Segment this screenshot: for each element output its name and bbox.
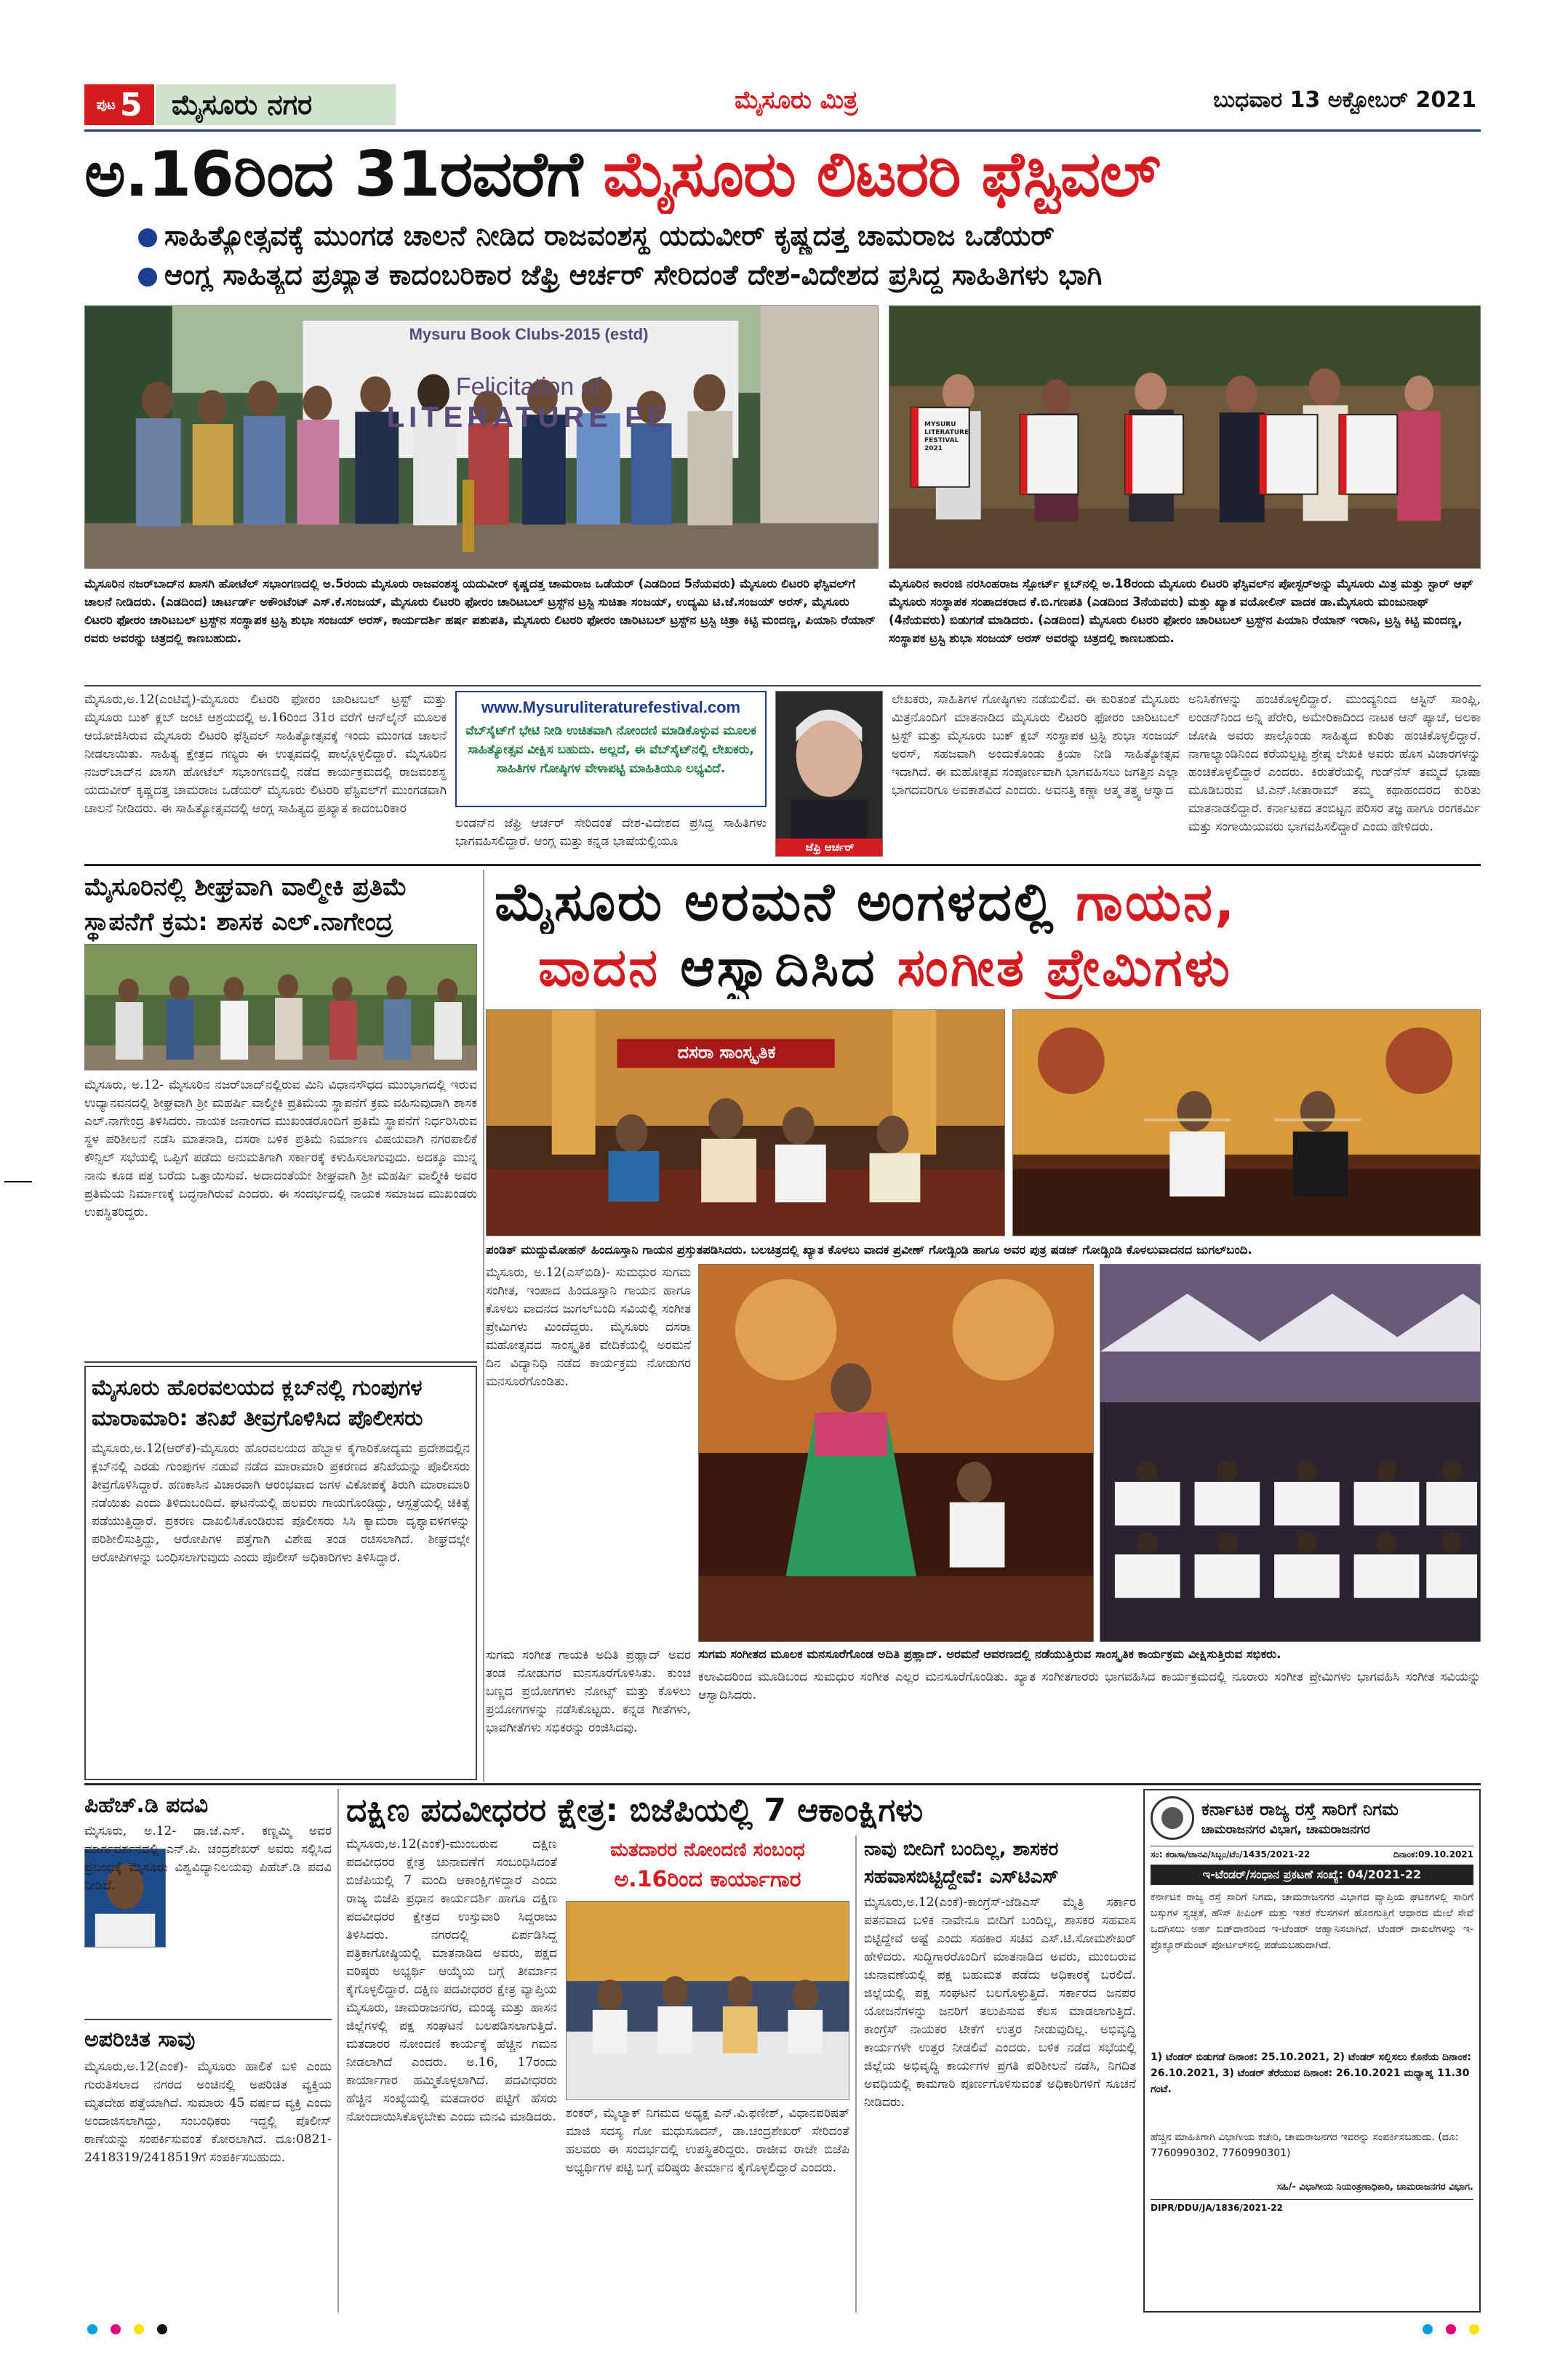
- website-note: ವೆಬ್‌ಸೈಟ್‌ಗೆ ಭೇಟಿ ನೀಡಿ ಉಚಿತವಾಗಿ ನೋಂದಣಿ ಮಾಡಿಕೊಳ್ಳುವ ಮೂಲಕ ಸಾಹಿತ್ಯೋತ್ಸವ ವೀಕ್ಷಿಸ ಬಹುದು. ಅಲ್ಲದೆ, ಈ ವೆಬ್‌ಸೈಟ್‌ನಲ್ಲಿ ಲೇಖಕರು, ಸಾಹಿತಿಗಳ ಗೋಷ್ಠಿಗಳ ವೇಳಾಪಟ್ಟಿ ಮಾಹಿತಿಯೂ ಲಭ್ಯವಿದೆ.: [465, 724, 756, 776]
- lead-headline: [84, 135, 1481, 214]
- tender-signature: ಸಹಿ/- ವಿಭಾಗೀಯ ನಿಯಂತ್ರಣಾಧಿಕಾರಿ, ಚಾಮರಾಜನಗರ ವಿಭಾಗ.: [1276, 2182, 1473, 2193]
- lead-caption-1: ಮೈಸೂರಿನ ನಜರ್‌ಬಾದ್‌ನ ಖಾಸಗಿ ಹೋಟೆಲ್ ಸಭಾಂಗಣದಲ್ಲಿ ಅ.5ರಂದು ಮೈಸೂರು ರಾಜವಂಶಸ್ಥ ಯದುವೀರ್ ಕೃಷ್ಣದತ್ತ ಚಾಮರಾಜ ಒಡೆಯರ್ (ಎಡದಿಂದ 5ನೆಯವರು) ಮೈಸೂರು ಲಿಟರರಿ ಫೆಸ್ಟಿವಲ್‌ಗೆ ಚಾಲನೆ ನೀಡಿದರು. (ಎಡದಿಂದ) ಚಾರ್ಟರ್ಡ್ ಅಕೌಂಟೆಂಟ್ ಎಸ್.ಕೆ.ಸಂಜಯ್, ಮೈಸೂರು ಲಿಟರರಿ ಫೋರಂ ಚಾರಿಟಬಲ್ ಟ್ರಸ್ಟ್‌ನ ಟ್ರಸ್ಟಿ ಸುಚಿತಾ ಸಂಜಯ್, ಉದ್ಯಮಿ ಟಿ.ಜೆ.ಸಂಜಯ್ ಅರಸ್, ಮೈಸೂರು ಲಿಟರರಿ ಫೋರಂ ಚಾರಿಟಬಲ್ ಟ್ರಸ್ಟ್‌ನ ಸಂಸ್ಥಾಪಕ ಟ್ರಸ್ಟಿ ಶುಭಾ ಸಂಜಯ್ ಅರಸ್, ಕಾರ್ಯದರ್ಶಿ ಹರ್ಷ ಪಶುಪತಿ, ಮೈಸೂರು ಲಿಟರರಿ ಫೋರಂ ಚಾರಿಟಬಲ್ ಟ್ರಸ್ಟ್‌ನ ಟ್ರಸ್ಟಿ ಚಿತ್ರಾ ಕಿಟ್ಟಿ ಮಂದಣ್ಣ, ಪಿಯಾನಿ ರೆಯಾನ್ ರವರು ಅವರನ್ನು ಚಿತ್ರದಲ್ಲಿ ಕಾಣಬಹುದು.: [84, 577, 876, 645]
- gundu-headline: ಮೈಸೂರು ಹೊರವಲಯದ ಕ್ಲಬ್‌ನಲ್ಲಿ ಗುಂಪುಗಳ ಮಾರಾಮಾರಿ: ತನಿಖೆ ತೀವ್ರಗೊಳಿಸಿದ ಪೊಲೀಸರು: [92, 1375, 423, 1431]
- music-photo-vocal: [486, 1009, 1005, 1236]
- music-body-a: ಮೈಸೂರು, ಅ.12(ಎಸ್‌ಬಿಡಿ)- ಸುಮಧುರ ಸುಗಮ ಸಂಗೀತ, ಇಂಪಾದ ಹಿಂದೂಸ್ತಾನಿ ಗಾಯನ ಹಾಗೂ ಕೊಳಲು ವಾದನದ ಜುಗಲ್‌ಬಂದಿ ಸವಿಯಲ್ಲಿ ಸಂಗೀತ ಪ್ರೇಮಿಗಳು ಮಿಂದೆದ್ದರು. ಮೈಸೂರು ದಸರಾ ಮಹೋತ್ಸವದ ಸಾಂಸ್ಕೃತಿಕ ವೇದಿಕೆಯಲ್ಲಿ ಅರಮನೆ ದಿನ ವಿದ್ಯಾನಿಧಿ ನಡೆದ ಕಾರ್ಯಕ್ರಮ ನೋಡುಗರ ಮನಸೂರೆಗೊಂಡಿತು.: [486, 1265, 691, 1389]
- music-headline-2-black: ಆಸ್ವಾದಿಸಿದ: [680, 937, 877, 998]
- margin-mark: [4, 1181, 32, 1182]
- gundu-body: ಮೈಸೂರು,ಅ.12(ಆರ್‌ಕೆ)-ಮೈಸೂರು ಹೊರವಲಯದ ಹೆಬ್ಬಾಳ ಕೈಗಾರಿಕೋದ್ಯಮ ಪ್ರದೇಶದಲ್ಲಿನ ಕ್ಲಬ್‌ನಲ್ಲಿ ಎರಡು ಗುಂಪುಗಳ ನಡುವೆ ನಡೆದ ಮಾರಾಮಾರಿ ಪ್ರಕರಣದ ತನಿಖೆಯನ್ನು ಪೊಲೀಸರು ತೀವ್ರಗೊಳಿಸಿದ್ದಾರೆ. ಹಣಕಾಸಿನ ವಿಚಾರವಾಗಿ ಆರಂಭವಾದ ಜಗಳ ವಿಕೋಪಕ್ಕೆ ತಿರುಗಿ ಮಾರಾಮಾರಿ ನಡೆಯಿತು ಎಂದು ತಿಳಿದುಬಂದಿದೆ. ಘಟನೆಯಲ್ಲಿ ಹಲವರು ಗಾಯಗೊಂಡಿದ್ದು, ಆಸ್ಪತ್ರೆಯಲ್ಲಿ ಚಿಕಿತ್ಸೆ ಪಡೆಯುತ್ತಿದ್ದಾರೆ. ಪ್ರಕರಣ ದಾಖಲಿಸಿಕೊಂಡಿರುವ ಪೊಲೀಸರು ಸಿಸಿ ಕ್ಯಾಮರಾ ದೃಶ್ಯಾವಳಿಗಳನ್ನು ಪರಿಶೀಲಿಸುತ್ತಿದ್ದು, ಆರೋಪಿಗಳ ಪತ್ತೆಗಾಗಿ ವಿಶೇಷ ತಂಡ ರಚಿಸಲಾಗಿದೆ. ಶೀಘ್ರದಲ್ಲೇ ಆರೋಪಿಗಳನ್ನು ಬಂಧಿಸಲಾಗುವುದು ಎಂದು ಪೊಲೀಸ್ ಅಧಿಕಾರಿಗಳು ತಿಳಿಸಿದ್ದಾರೆ.: [92, 1441, 470, 1565]
- graduates-body: ಮೈಸೂರು,ಅ.12(ಎಂಕೆ)-ಮುಂಬರುವ ದಕ್ಷಿಣ ಪದವೀಧರರ ಕ್ಷೇತ್ರ ಚುನಾವಣೆಗೆ ಸಂಬಂಧಿಸಿದಂತೆ ಬಿಜೆಪಿಯಲ್ಲಿ 7 ಮಂದಿ ಆಕಾಂಕ್ಷಿಗಳಿದ್ದಾರೆ ಎಂದು ರಾಜ್ಯ ಬಿಜೆಪಿ ಪ್ರಧಾನ ಕಾರ್ಯದರ್ಶಿ ಹಾಗೂ ದಕ್ಷಿಣ ಪದವೀಧರರ ಕ್ಷೇತ್ರದ ಉಸ್ತುವಾರಿ ಸಿದ್ದರಾಜು ತಿಳಿಸಿದರು. ನಗರದಲ್ಲಿ ಏರ್ಪಡಿಸಿದ್ದ ಪತ್ರಿಕಾಗೋಷ್ಠಿಯಲ್ಲಿ ಮಾತನಾಡಿದ ಅವರು, ಪಕ್ಷದ ವರಿಷ್ಠರು ಅಭ್ಯರ್ಥಿ ಆಯ್ಕೆಯ ಬಗ್ಗೆ ತೀರ್ಮಾನ ಕೈಗೊಳ್ಳಲಿದ್ದಾರೆ. ದಕ್ಷಿಣ ಪದವೀಧರರ ಕ್ಷೇತ್ರ ವ್ಯಾಪ್ತಿಯ ಮೈಸೂರು, ಚಾಮರಾಜನಗರ, ಮಂಡ್ಯ ಮತ್ತು ಹಾಸನ ಜಿಲ್ಲೆಗಳಲ್ಲಿ ಪಕ್ಷ ಸಂಘಟನೆ ಬಲಪಡಿಸಲಾಗುತ್ತಿದೆ. ಮತದಾರರ ನೋಂದಣಿ ಕಾರ್ಯಕ್ಕೆ ಹೆಚ್ಚಿನ ಗಮನ ನೀಡಲಾಗಿದೆ ಎಂದರು. ಅ.16, 17ರಂದು ಕಾರ್ಯಾಗಾರ ಹಮ್ಮಿಕೊಳ್ಳಲಾಗಿದೆ. ಪದವೀಧರರು ಹೆಚ್ಚಿನ ಸಂಖ್ಯೆಯಲ್ಲಿ ಮತದಾರರ ಪಟ್ಟಿಗೆ ಹೆಸರು ನೋಂದಾಯಿಸಿಕೊಳ್ಳಬೇಕು ಎಂದು ಮನವಿ ಮಾಡಿದರು.: [346, 1837, 557, 2124]
- phd-rule: [84, 2019, 332, 2020]
- valmiki-rule: [84, 1361, 477, 1363]
- page-number: 5: [119, 86, 143, 124]
- music-caption-top: ಪಂಡಿತ್ ಮುದ್ದುಮೋಹನ್ ಹಿಂದೂಸ್ತಾನಿ ಗಾಯನ ಪ್ರಸ್ತುತಪಡಿಸಿದರು. ಬಲಚಿತ್ರದಲ್ಲಿ ಖ್ಯಾತ ಕೊಳಲು ವಾದಕ ಪ್ರವೀಣ್ ಗೋಡ್ಖಿಂಡಿ ಹಾಗೂ ಅವರ ಪುತ್ರ ಷಡಜ್ ಗೋಡ್ಖಿಂಡಿ ಕೊಳಲುವಾದನದ ಜುಗಲ್‌ಬಂದಿ.: [486, 1243, 1252, 1257]
- section-title: [156, 84, 396, 125]
- lead-photo-poster: [889, 305, 1481, 569]
- music-headline-2: [538, 935, 1481, 999]
- lead-bottom-rule: [84, 864, 1481, 866]
- bullet-icon: [138, 268, 157, 287]
- music-headline-2-red-a: ವಾದನ: [538, 937, 660, 998]
- lead-body-col2: ಲಂಡನ್‌ನ ಜೆಫ್ರಿ ಆರ್ಚರ್ ಸೇರಿದಂತೆ ದೇಶ-ವಿದೇಶದ ಪ್ರಸಿದ್ಧ ಸಾಹಿತಿಗಳು ಭಾಗವಹಿಸಲಿದ್ದಾರೆ. ಆಂಗ್ಲ ಮತ್ತು ಕನ್ನಡ ಭಾಷೆಯಲ್ಲಿಯೂ: [455, 816, 767, 849]
- page-tag: [84, 84, 154, 125]
- lead-headline-red: ಮೈಸೂರು ಲಿಟರರಿ ಫೆಸ್ಟಿವಲ್: [603, 138, 1160, 211]
- music-bottom-rule: [84, 1783, 1481, 1785]
- jds-headline-1: ನಾವು ಬೀದಿಗೆ ಬಂದಿಲ್ಲ, ಶಾಸಕರ: [864, 1838, 1059, 1860]
- jds-headline: [864, 1835, 1136, 1891]
- graduates-col2: ಶಂಕರ್, ಮೈಲ್ಯಾಕ್ ನಿಗಮದ ಅಧ್ಯಕ್ಷ ಎನ್.ವಿ.ಫಣೀಶ್, ವಿಧಾನಪರಿಷತ್ ಮಾಜಿ ಸದಸ್ಯ ಗೋ ಮಧುಸೂದನ್, ಡಾ.ಚಂದ್ರಶೇಖರ್ ಸೇರಿದಂತೆ ಹಲವರು ಈ ಸಂದರ್ಭದಲ್ಲಿ ಉಪಸ್ಥಿತರಿದ್ದರು. ರಾಜೀವ ರಾಜೇ ಬಿಜೆಪಿ ಅಭ್ಯರ್ಥಿಗಳ ಪಟ್ಟಿ ಬಗ್ಗೆ ವರಿಷ್ಠರು ತೀರ್ಮಾನ ಕೈಗೊಳ್ಳಲಿದ್ದಾರೆ ಎಂದರು.: [566, 2106, 849, 2175]
- music-body-b: ಸುಗಮ ಸಂಗೀತ ಗಾಯಕಿ ಅದಿತಿ ಪ್ರಹ್ಲಾದ್ ಅವರ ತಂಡ ನೋಡುಗರ ಮನಸೂರೆಗೊಳಿಸಿತು. ಕುಂಚ ಬಣ್ಣದ ಪ್ರಯೋಗಗಳು ನೋಟ್ಸ್ ಮತ್ತು ಕೊಳಲು ಪ್ರಯೋಗಗಳನ್ನು ನಡೆಸಿಕೊಟ್ಟರು. ಕನ್ನಡ ಗೀತೆಗಳು, ಭಾವಗೀತೆಗಳು ಸಭಿಕರನ್ನು ರಂಜಿಸಿದವು.: [486, 1648, 691, 1735]
- tender-org-1: ಕರ್ನಾಟಕ ರಾಜ್ಯ ರಸ್ತೆ ಸಾರಿಗೆ ನಿಗಮ: [1201, 1799, 1399, 1819]
- ksrtc-emblem-icon: [1151, 1796, 1194, 1840]
- lead-caption-2: ಮೈಸೂರಿನ ಕಾರಂಜಿ ನರಸಿಂಹರಾಜ ಸ್ಪೋರ್ಟ್ ಕ್ಲಬ್‌ನಲ್ಲಿ ಅ.18ರಂದು ಮೈಸೂರು ಲಿಟರರಿ ಫೆಸ್ಟಿವಲ್‌ನ ಪೋಸ್ಟರ್‌ಅನ್ನು ಮೈಸೂರು ಮಿತ್ರ ಮತ್ತು ಸ್ಟಾರ್ ಆಫ್ ಮೈಸೂರು ಸಂಸ್ಥಾಪಕ ಸಂಪಾದಕರಾದ ಕೆ.ಬಿ.ಗಣಪತಿ (ಎಡದಿಂದ 3ನೆಯವರು) ಮತ್ತು ಖ್ಯಾತ ವಯೋಲಿನ್ ವಾದಕ ಡಾ.ಮೈಸೂರು ಮಂಜುನಾಥ್ (4ನೆಯವರು) ಬಿಡುಗಡೆ ಮಾಡಿದರು. (ಎಡದಿಂದ) ಮೈಸೂರು ಲಿಟರರಿ ಫೋರಂ ಚಾರಿಟಬಲ್ ಟ್ರಸ್ಟ್‌ನ ಪಿಯಾನಿ ರೆಯಾನ್ ಇರಾನಿ, ಟ್ರಸ್ಟಿ ಕಿಟ್ಟಿ ಮಂದಣ್ಣ, ಸಂಸ್ಥಾಪಕ ಟ್ರಸ್ಟಿ ಶುಭಾ ಸಂಜಯ್ ಅರಸ್ ಅವರನ್ನು ಚಿತ್ರದಲ್ಲಿ ಕಾಣಬಹುದು.: [889, 577, 1473, 645]
- music-photo-audience: [1100, 1264, 1481, 1642]
- lead-subhead-2-text: ಆಂಗ್ಲ ಸಾಹಿತ್ಯದ ಪ್ರಖ್ಯಾತ ಕಾದಂಬರಿಕಾರ ಜೆಫ್ರಿ ಆರ್ಚರ್ ಸೇರಿದಂತೆ ದೇಶ-ವಿದೇಶದ ಪ್ರಸಿದ್ಧ ಸಾಹಿತಿಗಳು ಭಾಗಿ: [164, 259, 1103, 291]
- photo1-banner-line3: LITERATURE FE: [386, 401, 671, 433]
- jds-body: ಮೈಸೂರು,ಅ.12(ಎಂಕೆ)-ಕಾಂಗ್ರೆಸ್-ಜೆಡಿಎಸ್ ಮೈತ್ರಿ ಸರ್ಕಾರ ಪತನವಾದ ಬಳಿಕ ನಾವೇನೂ ಬೀದಿಗೆ ಬಂದಿಲ್ಲ, ಶಾಸಕರ ಸಹವಾಸ ಬಿಟ್ಟಿದ್ದೇವೆ ಅಷ್ಟೆ ಎಂದು ಸಹಕಾರ ಸಚಿವ ಎಸ್.ಟಿ.ಸೋಮಶೇಖರ್ ಹೇಳಿದರು. ಸುದ್ದಿಗಾರರೊಂದಿಗೆ ಮಾತನಾಡಿದ ಅವರು, ಮುಂಬರುವ ಚುನಾವಣೆಯಲ್ಲಿ ಪಕ್ಷ ಬಹುಮತ ಪಡೆದು ಅಧಿಕಾರಕ್ಕೆ ಬರಲಿದೆ. ಜಿಲ್ಲೆಯಲ್ಲಿ ಪಕ್ಷ ಸಂಘಟನೆ ಬಲಗೊಳ್ಳುತ್ತಿದೆ. ಸರ್ಕಾರದ ಜನಪರ ಯೋಜನೆಗಳನ್ನು ಜನರಿಗೆ ತಲುಪಿಸುವ ಕೆಲಸ ಮಾಡಲಾಗುತ್ತಿದೆ. ಕಾಂಗ್ರೆಸ್ ನಾಯಕರ ಟೀಕೆಗೆ ಉತ್ತರ ನೀಡುವುದಿಲ್ಲ. ಅಭಿವೃದ್ಧಿ ಕಾರ್ಯಗಳೇ ಉತ್ತರ ನೀಡಲಿವೆ ಎಂದರು. ಬಳಿಕ ನಡೆದ ಸಭೆಯಲ್ಲಿ ಜಿಲ್ಲೆಯ ಅಭಿವೃದ್ಧಿ ಕಾರ್ಯಗಳ ಪ್ರಗತಿ ಪರಿಶೀಲನೆ ನಡೆಸಿ, ನಿಗದಿತ ಅವಧಿಯಲ್ಲಿ ಕಾಮಗಾರಿ ಪೂರ್ಣಗೊಳಿಸುವಂತೆ ಅಧಿಕಾರಿಗಳಿಗೆ ಸೂಚನೆ ನೀಡಿದರು.: [864, 1895, 1136, 2110]
- music-caption-bottom: ಸುಗಮ ಸಂಗೀತದ ಮೂಲಕ ಮನಸೂರೆಗೊಂಡ ಅದಿತಿ ಪ್ರಹ್ಲಾದ್. ಅರಮನೆ ಆವರಣದಲ್ಲಿ ನಡೆಯುತ್ತಿರುವ ಸಾಂಸ್ಕೃತಿಕ ಕಾರ್ಯಕ್ರಮ ವೀಕ್ಷಿಸುತ್ತಿರುವ ಸಭಿಕರು.: [698, 1647, 1281, 1661]
- graduates-headline: ದಕ್ಷಿಣ ಪದವೀಧರರ ಕ್ಷೇತ್ರ: ಬಿಜೆಪಿಯಲ್ಲಿ 7 ಆಕಾಂಕ್ಷಿಗಳು: [346, 1792, 924, 1829]
- gundu-box: [84, 1366, 477, 1780]
- tender-dipr: DIPR/DDU/JA/1836/2021-22: [1151, 2199, 1473, 2213]
- stage-banner: ದಸರಾ ಸಾಂಸ್ಕೃತಿಕ: [677, 1042, 776, 1062]
- header-rule: [84, 129, 1481, 132]
- lead-subhead-1: [138, 217, 1484, 255]
- valmiki-body: ಮೈಸೂರು, ಅ.12- ಮೈಸೂರಿನ ನಜರ್‌ಬಾದ್‌ನಲ್ಲಿರುವ ಮಿನಿ ವಿಧಾನಸೌಧದ ಮುಂಭಾಗದಲ್ಲಿ ಇರುವ ಉದ್ಯಾನವನದಲ್ಲಿ ಶೀಘ್ರವಾಗಿ ಶ್ರೀ ಮಹರ್ಷಿ ವಾಲ್ಮೀಕಿ ಪ್ರತಿಮೆಯ ಸ್ಥಾಪನೆಗೆ ಕ್ರಮ ವಹಿಸುವುದಾಗಿ ಶಾಸಕ ಎಲ್.ನಾಗೇಂದ್ರ ತಿಳಿಸಿದರು. ನಾಯಕ ಜನಾಂಗದ ಮುಖಂಡರೊಂದಿಗೆ ಪ್ರತಿಮೆ ಸ್ಥಾಪನೆಗೆ ನಿರ್ಧರಿಸಿರುವ ಸ್ಥಳ ಪರಿಶೀಲನೆ ನಡೆಸಿ ಮಾತನಾಡಿ, ದಸರಾ ಬಳಿಕ ಪ್ರತಿಮೆ ನಿರ್ಮಾಣ ವಿಷಯವಾಗಿ ನಗರಪಾಲಿಕೆ ಕೌನ್ಸಿಲ್ ಸಭೆಯಲ್ಲಿ ಒಪ್ಪಿಗೆ ಪಡೆದು ಅನುಮತಿಗಾಗಿ ಸರ್ಕಾರಕ್ಕೆ ಕಳುಹಿಸಲಾಗುವುದು. ಅದಕ್ಕೂ ಮುನ್ನ ನಾನು ಕೂಡ ಪತ್ರ ಬರೆದು ಒತ್ತಾಯಿಸುವೆ. ಅದಾದಂತೆಯೇ ಶೀಘ್ರವಾಗಿ ಶ್ರೀ ಮಹರ್ಷಿ ವಾಲ್ಮೀಕಿ ಅವರ ಪ್ರತಿಮೆಯ ನಿರ್ಮಾಣಕ್ಕೆ ಬದ್ಧನಾಗಿರುವೆ ಎಂದರು. ಈ ಸಂದರ್ಭದಲ್ಲಿ ನಾಯಕ ಸಮಾಜದ ಮುಖಂಡರು ಉಪಸ್ಥಿತರಿದ್ದರು.: [84, 1078, 477, 1220]
- tender-body: ಕರ್ನಾಟಕ ರಾಜ್ಯ ರಸ್ತೆ ಸಾರಿಗೆ ನಿಗಮ, ಚಾಮರಾಜನಗರ ವಿಭಾಗದ ವ್ಯಾಪ್ತಿಯ ಘಟಕಗಳಲ್ಲಿ ಸಾರಿಗೆ ಬಸ್ಸುಗಳ ಸ್ವಚ್ಛತೆ, ಹೌಸ್ ಕೀಪಿಂಗ್ ಮತ್ತು ಇತರೆ ಕೆಲಸಗಳಿಗೆ ಹೊರಗುತ್ತಿಗೆ ಆಧಾರದ ಮೇಲೆ ಸೇವೆ ಒದಗಿಸಲು ಅರ್ಹ ಬಿಡ್‌ದಾರರಿಂದ ಇ-ಟೆಂಡರ್ ಆಹ್ವಾನಿಸಲಾಗಿದೆ. ಟೆಂಡರ್ ದಾಖಲೆಗಳನ್ನು ಇ-ಪ್ರೊಕ್ಯೂರ್‌ಮೆಂಟ್ ಪೋರ್ಟಲ್‌ನಲ್ಲಿ ಪಡೆಯಬಹುದಾಗಿದೆ.: [1151, 1891, 1473, 1951]
- accident-body: ಮೈಸೂರು,ಅ.12(ಎಂಕೆ)- ಮೈಸೂರು ಹಾಲಿಕೆ ಬಳಿ ಎಂದು ಗುರುತಿಸಲಾದ ನಗರದ ಅಂಚಿನಲ್ಲಿ ಅಪರಿಚಿತ ವ್ಯಕ್ತಿಯ ಮೃತದೇಹ ಪತ್ತೆಯಾಗಿದೆ. ಸುಮಾರು 45 ವರ್ಷದ ವ್ಯಕ್ತಿ ಎಂದು ಅಂದಾಜಿಸಲಾಗಿದ್ದು, ಸಂಬಂಧಿಕರು ಇದ್ದಲ್ಲಿ ಪೊಲೀಸ್ ಠಾಣೆಯನ್ನು ಸಂಪರ್ಕಿಸುವಂತೆ ಕೋರಲಾಗಿದೆ. ದೂ:0821-2418319/2418519ಗೆ ಸಂಪರ್ಕಿಸಬಹುದು.: [84, 2059, 332, 2165]
- music-headline-1-red: ಗಾಯನ,: [1076, 871, 1237, 932]
- poster-book-label: MYSURU LITERATURE FESTIVAL 2021: [924, 421, 969, 452]
- graduates-photo-press: [566, 1901, 849, 2100]
- website-url: www.Mysuruliteraturefestival.com: [481, 698, 741, 716]
- bullet-icon: [138, 228, 157, 247]
- lead-body-col1: ಮೈಸೂರು,ಅ.12(ಎಂಟಿವೈ)-ಮೈಸೂರು ಲಿಟರರಿ ಫೋರಂ ಚಾರಿಟಬಲ್ ಟ್ರಸ್ಟ್ ಮತ್ತು ಮೈಸೂರು ಬುಕ್ ಕ್ಲಬ್ ಜಂಟಿ ಆಶ್ರಯದಲ್ಲಿ ಅ.16ರಿಂದ 31ರ ವರೆಗೆ ಆನ್‌ಲೈನ್ ಮೂಲಕ ಆಯೋಜಿಸಿರುವ ಮೈಸೂರು ಲಿಟರರಿ ಫೆಸ್ಟಿವಲ್ ಸಾಹಿತ್ಯೋತ್ಸವಕ್ಕೆ ಇಂದು ಮುಂಗಡ ಚಾಲನೆ ನೀಡಲಾಯಿತು. ಸಾಹಿತ್ಯ ಕ್ಷೇತ್ರದ ಗಣ್ಯರು ಈ ಉತ್ಸವದಲ್ಲಿ ಪಾಲ್ಗೊಳ್ಳಲಿದ್ದಾರೆ. ಮೈಸೂರಿನ ನಜರ್‌ಬಾದ್‌ನ ಖಾಸಗಿ ಹೋಟೆಲ್ ಸಭಾಂಗಣದಲ್ಲಿ ನಡೆದ ಕಾರ್ಯಕ್ರಮದಲ್ಲಿ ರಾಜವಂಶಸ್ಥ ಯದುವೀರ್ ಕೃಷ್ಣದತ್ತ ಚಾಮರಾಜ ಒಡೆಯರ್ ಮೈಸೂರು ಲಿಟರರಿ ಫೆಸ್ಟಿವಲ್‌ಗೆ ಮುಂಗಡವಾಗಿ ಚಾಲನೆ ನೀಡಿದರು. ಈ ಸಾಹಿತ್ಯೋತ್ಸವದಲ್ಲಿ ಆಂಗ್ಲ ಸಾಹಿತ್ಯದ ಪ್ರಖ್ಯಾತ ಕಾದಂಬರಿಕಾರ: [84, 692, 447, 816]
- valmiki-headline: ಮೈಸೂರಿನಲ್ಲಿ ಶೀಘ್ರವಾಗಿ ವಾಲ್ಮೀಕಿ ಪ್ರತಿಮೆ ಸ್ಥಾಪನೆಗೆ ಕ್ರಮ: ಶಾಸಕ ಎಲ್.ನಾಗೇಂದ್ರ: [84, 873, 407, 937]
- tender-notice-title: ಇ-ಟೆಂಡರ್/ಸಂಧಾನ ಪ್ರಕಟಣೆ ಸಂಖ್ಯೆ: 04/2021-22: [1151, 1865, 1473, 1885]
- photo1-banner-line1: Mysuru Book Clubs-2015 (estd): [409, 325, 649, 343]
- jds-headline-2: ಸಹವಾಸಬಿಟ್ಟಿದ್ದೇವೆ: ಎಸ್‌ಟಿಎಸ್: [864, 1866, 1059, 1888]
- lead-photo-group: [84, 305, 879, 569]
- lead-subhead-2: [138, 256, 1484, 294]
- tender-org-2: ಚಾಮರಾಜನಗರ ವಿಭಾಗ, ಚಾಮರಾಜನಗರ: [1201, 1822, 1370, 1837]
- page-label: ಪುಟ: [96, 97, 116, 113]
- tender-ref: ಸಂ: ಕರಾಸಾ/ಚಾನವಿ/ಸಿಬ್ಬಂ/ಟೆಂ/1435/2021-22: [1151, 1849, 1311, 1859]
- photo1-banner-line2: Felicitation of: [455, 373, 602, 401]
- phd-body: ಮೈಸೂರು, ಅ.12- ಡಾ.ಜೆ.ಎಸ್. ಕಣ್ಣಮ್ಮಿ ಅವರ ಮಾರ್ಗದರ್ಶನದಲ್ಲಿ ಎನ್.ಪಿ. ಚಂದ್ರಶೇಖರ್ ಅವರು ಸಲ್ಲಿಸಿದ ಪ್ರಬಂಧಕ್ಕೆ ಮೈಸೂರು ವಿಶ್ವವಿದ್ಯಾನಿಲಯವು ಪಿಹೆಚ್.ಡಿ ಪದವಿ ನೀಡಿದೆ.: [84, 1824, 332, 1893]
- music-body-c: ಕಲಾವಿದರಿಂದ ಮೂಡಿಬಂದ ಸುಮಧುರ ಸಂಗೀತ ಎಲ್ಲರ ಮನಸೂರೆಗೊಂಡಿತು. ಖ್ಯಾತ ಸಂಗೀತಗಾರರು ಭಾಗವಹಿಸಿದ ಕಾರ್ಯಕ್ರಮದಲ್ಲಿ ನೂರಾರು ಸಂಗೀತ ಪ್ರೇಮಿಗಳು ಭಾಗವಹಿಸಿ ಸಂಗೀತ ಸವಿಯನ್ನು ಆಸ್ವಾದಿಸಿದರು.: [698, 1670, 1481, 1702]
- graduates-sub-headline-1: ಮತದಾರರ ನೋಂದಣಿ ಸಂಬಂಧ: [610, 1839, 805, 1861]
- tender-date: ದಿನಾಂಕ:09.10.2021: [1393, 1849, 1473, 1859]
- registration-marks-right: [1423, 2324, 1479, 2334]
- masthead: ಮೈಸೂರು ಮಿತ್ರ: [735, 86, 858, 115]
- photo1-banner: [325, 325, 732, 434]
- lead-body-col3: ಲೇಖಕರು, ಸಾಹಿತಿಗಳ ಗೋಷ್ಠಿಗಳು ನಡೆಯಲಿವೆ. ಈ ಕುರಿತಂತೆ ಮೈಸೂರು ಮಿತ್ರನೊಂದಿಗೆ ಮಾತನಾಡಿದ ಮೈಸೂರು ಲಿಟರರಿ ಫೋರಂ ಚಾರಿಟಬಲ್ ಟ್ರಸ್ಟ್ ಮತ್ತು ಮೈಸೂರು ಬುಕ್ ಕ್ಲಬ್ ಸಂಸ್ಥಾಪಕ ಟ್ರಸ್ಟಿ ಶುಭಾ ಸಂಜಯ್ ಅರಸ್, ಸಹಜವಾಗಿ ಅಂದುಕೊಂಡು ಕ್ರಿಯಾ ನೀಡಿ ಸಾಹಿತ್ಯೋತ್ಸವ ಇದಾಗಿದೆ. ಈ ಮಹೋತ್ಸವ ಸಂಪೂರ್ಣವಾಗಿ ಭಾಗವಹಿಸಲು ಜಗತ್ತಿನ ಎಲ್ಲಾ ಭಾಗದವರಿಗೂ ಅವಕಾಶವಿದೆ ಎಂದರು. ಅವನತ್ತಿ ಕಣ್ಣಾ ಆತ್ಮ ತತ್ತ್ವ ಆಸ್ವಾದ: [892, 692, 1180, 798]
- tender-contact: ಹೆಚ್ಚಿನ ಮಾಹಿತಿಗಾಗಿ ವಿಭಾಗೀಯ ಕಚೇರಿ, ಚಾಮರಾಜನಗರ ಇವರನ್ನು ಸಂಪರ್ಕಿಸಬಹುದು. (ದೂ: 7760990302, 7760990301): [1151, 2131, 1459, 2159]
- lead-body-col4: ಅನಿಸಿಕೆಗಳನ್ನು ಹಂಚಿಕೊಳ್ಳಲಿದ್ದಾರೆ. ಮುಂದ್ಯನಿಂದ ಆಸ್ಟಿನ್ ಸಾಂಪ್ಲಿ, ಲಂಡನ್‌ನಿಂದ ಅನ್ನಿ ಪೆರೇರಿ, ಅಮೇರಿಕಾದಿಂದ ನಾಟಕ ಆನ್ ಪ್ಯಾಚೆ, ಅಲಕಾ ಜೋಷಿ ಅವರು ಪಾಲ್ಗೊಂಡು ಸಾಹಿತ್ಯದ ಕುರಿತು ಹಂಚಿಕೊಳ್ಳಲಿದ್ದಾರೆ. ನಾಗಾಲ್ಯಾಂಡಿನಿಂದ ಕರೆಯಲ್ಪಟ್ಟ ಶ್ರೇಷ್ಠ ಲೇಖಕಿ ಅವರು ಹೊಸ ವಿಚಾರಗಳನ್ನು ಹಂಚಿಕೊಳ್ಳಲಿದ್ದಾರೆ ಎಂದರು. ಕಿರುತೆರೆಯಲ್ಲಿ ಗುಡ್‌ನೆಸ್ ತಮ್ಮದೆ ಭಾಷಾ ಮೂಡಿಬರುವ ಟಿ.ಎನ್.ಸೀತಾರಾಮ್ ತಮ್ಮ ಕಥಾಹಂದರದ ಕುರಿತು ಮಾತನಾಡಲಿದ್ದಾರೆ. ಕರ್ನಾಟಕದ ತಂಬಿಟ್ಟನ ಪರಿಸರ ತಜ್ಞ ಹಾಗೂ ರಂಗಕರ್ಮಿ ಮತ್ತು ಸಂಗಾಯಿಯವರು ಭಾಗವಹಿಸಲಿದ್ದಾರೆ ಎಂದು ಹೇಳಿದರು.: [1188, 692, 1481, 834]
- portrait-caption: ಜೆಫ್ರಿ ಆರ್ಚರ್: [776, 838, 883, 856]
- phd-headline: ಪಿಹೆಚ್.ಡಿ ಪದವಿ: [84, 1793, 209, 1818]
- portrait-jeffrey-archer: [775, 691, 883, 857]
- caption-rule: [84, 685, 1481, 686]
- issue-date: ಬುಧವಾರ 13 ಅಕ್ಟೋಬರ್ 2021: [1213, 87, 1476, 113]
- music-headline-1-black: ಮೈಸೂರು ಅರಮನೆ ಅಂಗಳದಲ್ಲಿ: [495, 871, 1056, 932]
- bottom-divider-2: [855, 1835, 857, 2313]
- tender-ad: [1143, 1789, 1481, 2313]
- graduates-subbox: [566, 1835, 849, 1898]
- website-box: [455, 691, 767, 807]
- column-divider: [483, 870, 484, 1782]
- tender-schedule: 1) ಟೆಂಡರ್ ಬಿಡುಗಡೆ ದಿನಾಂಕ: 25.10.2021, 2) ಟೆಂಡರ್ ಸಲ್ಲಿಸಲು ಕೊನೆಯ ದಿನಾಂಕ: 26.10.2021, 3) ಟೆಂಡರ್ ತೆರೆಯುವ ದಿನಾಂಕ: 26.10.2021 ಮಧ್ಯಾಹ್ನ 11.30 ಗಂಟೆ.: [1151, 2051, 1471, 2095]
- section-label: ಮೈಸೂರು ನಗರ: [172, 88, 313, 121]
- bottom-divider-1: [337, 1789, 339, 2313]
- music-headline-2-red-b: ಸಂಗೀತ ಪ್ರೇಮಿಗಳು: [897, 937, 1232, 998]
- lead-headline-black: ಅ.16ರಿಂದ 31ರವರೆಗೆ: [84, 138, 583, 211]
- music-photo-singer: [698, 1264, 1094, 1642]
- graduates-sub-headline-2: ಅ.16ರಿಂದ ಕಾರ್ಯಾಗಾರ: [614, 1867, 801, 1892]
- music-headline-1: [495, 870, 1481, 934]
- accident-headline: ಅಪರಿಚಿತ ಸಾವು: [84, 2027, 196, 2052]
- valmiki-photo: [84, 944, 477, 1070]
- music-photo-flute: [1012, 1009, 1481, 1236]
- registration-marks-left: [87, 2324, 167, 2334]
- tender-org-header: [1151, 1796, 1473, 1840]
- lead-subhead-1-text: ಸಾಹಿತ್ಯೋತ್ಸವಕ್ಕೆ ಮುಂಗಡ ಚಾಲನೆ ನೀಡಿದ ರಾಜವಂಶಸ್ಥ ಯದುವೀರ್ ಕೃಷ್ಣದತ್ತ ಚಾಮರಾಜ ಒಡೆಯರ್: [164, 220, 1055, 252]
